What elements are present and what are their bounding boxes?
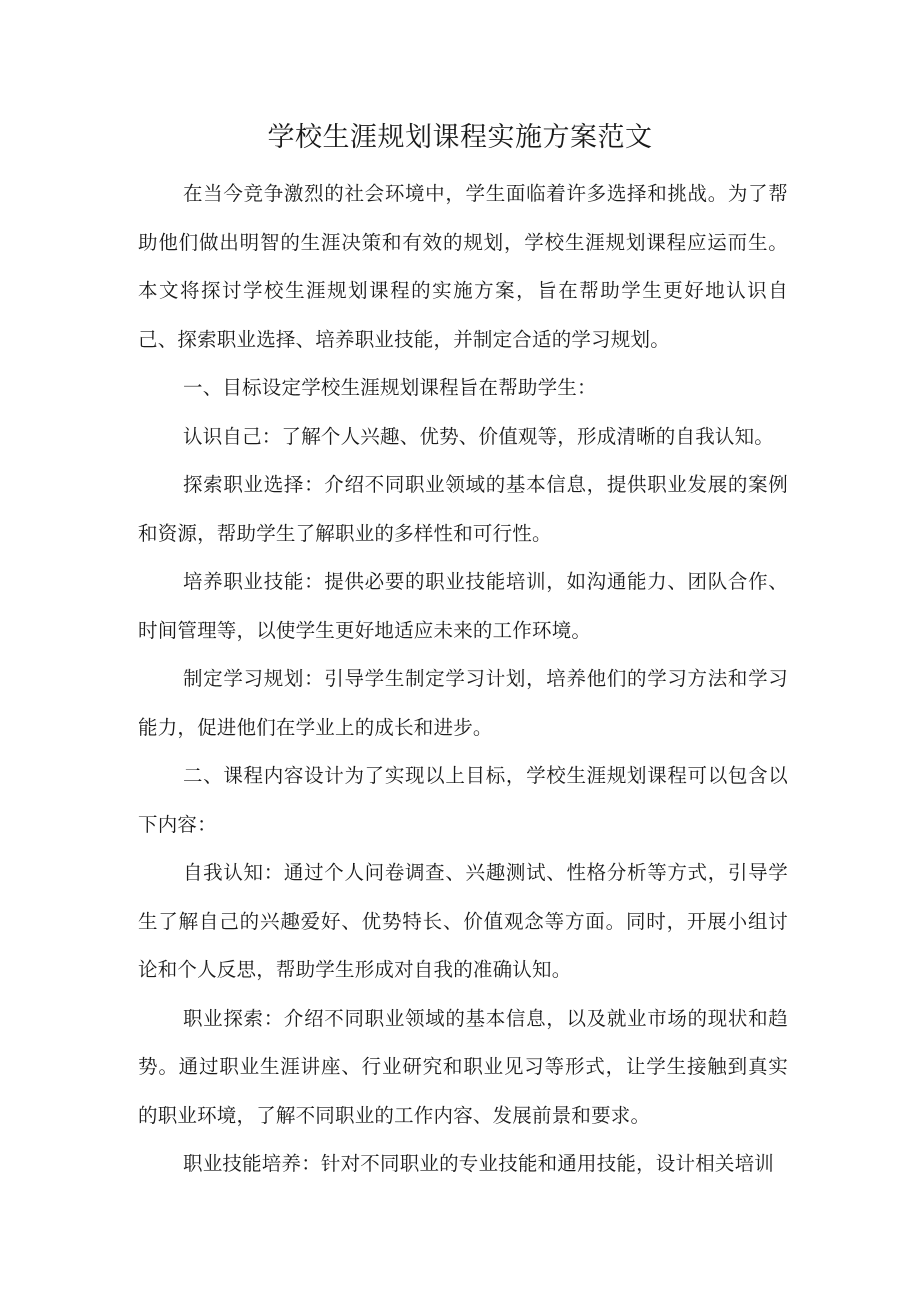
paragraph-section-1-heading: 一、目标设定学校生涯规划课程旨在帮助学生： [183, 376, 597, 399]
document-body [138, 170, 788, 1189]
paragraph-know-yourself: 认识自己：了解个人兴趣、优势、价值观等，形成清晰的自我认知。 [183, 424, 775, 448]
paragraph-build-skills: 培养职业技能：提供必要的职业技能培训，如沟通能力、团队合作、时间管理等，以使学生更好地适应未来的工作环境。 [138, 570, 788, 642]
document-title: 学校生涯规划课程实施方案范文 [267, 122, 653, 153]
paragraph-career-exploration: 职业探索：介绍不同职业领域的基本信息，以及就业市场的现状和趋势。通过职业生涯讲座、行业研究和职业见习等形式，让学生接触到真实的职业环境，了解不同职业的工作内容、发展前景和要求。 [138, 1006, 788, 1127]
paragraph-explore-careers: 探索职业选择：介绍不同职业领域的基本信息，提供职业发展的案例和资源，帮助学生了解职业的多样性和可行性。 [138, 473, 788, 545]
paragraph-self-awareness: 自我认知：通过个人问卷调查、兴趣测试、性格分析等方式，引导学生了解自己的兴趣爱好、优势特长、价值观念等方面。同时，开展小组讨论和个人反思，帮助学生形成对自我的准确认知。 [138, 861, 788, 981]
paragraph-skills-training: 职业技能培养：针对不同职业的专业技能和通用技能，设计相关培训 [183, 1152, 775, 1175]
paragraph-intro: 在当今竞争激烈的社会环境中，学生面临着许多选择和挑战。为了帮助他们做出明智的生涯决策和有效的规划，学校生涯规划课程应运而生。本文将探讨学校生涯规划课程的实施方案，旨在帮助学生更好地认识自己、探索职业选择、培养职业技能，并制定合适的学习规划。 [138, 182, 788, 351]
paragraph-section-2-heading: 二、课程内容设计为了实现以上目标，学校生涯规划课程可以包含以下内容： [138, 764, 788, 836]
paragraph-study-plan: 制定学习规划：引导学生制定学习计划，培养他们的学习方法和学习能力，促进他们在学业上的成长和进步。 [138, 667, 788, 739]
